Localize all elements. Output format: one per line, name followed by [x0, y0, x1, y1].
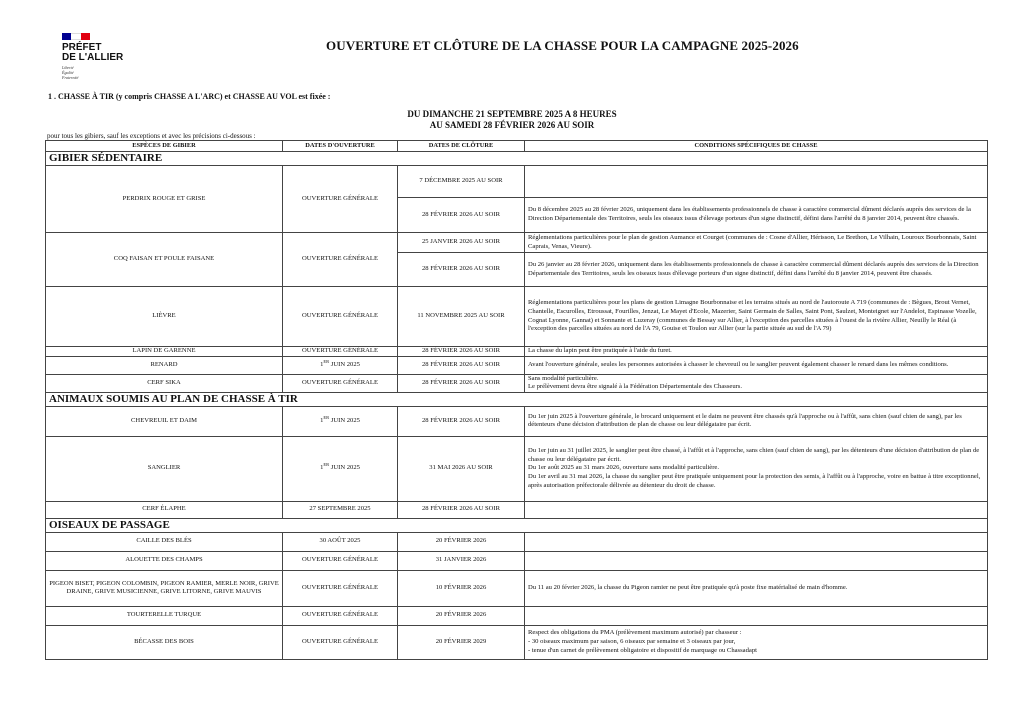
conditions-cell: Sans modalité particulière. Le prélèvement devra être signalé à la Fédération Départementale des Chasseurs. — [525, 374, 988, 392]
close-cell: 28 FÉVRIER 2026 AU SOIR — [398, 356, 525, 374]
conditions-cell: Réglementations particulières pour les plans de gestion Limagne Bourbonnaise et les terrains situés au nord de l'autoroute A 719 (communes de : Bègues, Brout Vernet, Chantelle, Escurolles, Etroussat, Fourilles, Jenzat, Le Mayet d'Ecole, Mazerier, Saint Germain de Salles, Saint Pont, Saulzet, Monteignet sur l'Andelot, Espinasse Vozelle, Cognat Lyonne, Gannat) et Sonnante et Luzeray (communes de Bessay sur Allier, à l'exception des parcelles situées à l'ouest de la rivière Allier, Neuilly le Réal (à l'exception des parcelles situées au nord de l'A 79, Gouise et Toulon sur Allier (sur la partie située au sud de l'A 79) — [525, 287, 988, 347]
conditions-cell: Du 26 janvier au 28 février 2026, uniquement dans les établissements professionnels de chasse à caractère commercial dûment déclarés auprès des services de la Direction Départementale des Territoires, seuls les oiseaux issus d'élevage porteurs d'un signe distinctif, défini dans l'arrêté du 8 janvier 2014, peuvent être chassés. — [525, 253, 988, 287]
header-close: DATES DE CLÔTURE — [398, 141, 525, 152]
table-row — [46, 347, 988, 357]
table-row — [46, 356, 988, 374]
header-species: ESPÈCES DE GIBIER — [46, 141, 283, 152]
open-day: 1 — [320, 360, 324, 368]
logo-devise — [62, 65, 132, 80]
table-row — [46, 166, 988, 198]
table-row — [46, 501, 988, 518]
species-cell: LIÈVRE — [46, 287, 283, 347]
open-cell: 30 AOÛT 2025 — [283, 532, 398, 551]
close-cell: 20 FÉVRIER 2026 — [398, 606, 525, 625]
close-cell: 28 FÉVRIER 2026 AU SOIR — [398, 198, 525, 233]
flag-icon — [62, 33, 90, 40]
close-cell: 10 FÉVRIER 2026 — [398, 570, 525, 606]
open-cell: OUVERTURE GÉNÉRALE — [283, 287, 398, 347]
open-sup: ER — [323, 414, 330, 420]
category-row — [46, 392, 988, 406]
open-cell: OUVERTURE GÉNÉRALE — [283, 606, 398, 625]
close-cell: 20 FÉVRIER 2029 — [398, 625, 525, 659]
table-row — [46, 606, 988, 625]
conditions-cell — [525, 551, 988, 570]
table-row — [46, 532, 988, 551]
species-cell: LAPIN DE GARENNE — [46, 347, 283, 357]
close-cell: 31 JANVIER 2026 — [398, 551, 525, 570]
open-sup: ER — [323, 462, 330, 468]
open-cell: OUVERTURE GÉNÉRALE — [283, 374, 398, 392]
conditions-cell: Du 8 décembre 2025 au 28 février 2026, uniquement dans les établissements professionnels de chasse à caractère commercial dûment déclarés auprès des services de la Direction Départementale des Territoires, seuls les oiseaux issus d'élevage porteurs d'un signe distinctif, défini dans l'arrêté du 8 janvier 2014, peuvent être chassés. — [525, 198, 988, 233]
close-cell: 28 FÉVRIER 2026 AU SOIR — [398, 374, 525, 392]
conditions-cell: La chasse du lapin peut être pratiquée à l'aide du furet. — [525, 347, 988, 357]
conditions-cell — [525, 606, 988, 625]
species-cell: ALOUETTE DES CHAMPS — [46, 551, 283, 570]
species-cell: CAILLE DES BLÉS — [46, 532, 283, 551]
conditions-cell — [525, 532, 988, 551]
open-day: 1 — [320, 416, 324, 424]
open-month: JUIN 2025 — [329, 464, 360, 472]
species-cell: COQ FAISAN ET POULE FAISANE — [46, 233, 283, 287]
species-cell: RENARD — [46, 356, 283, 374]
conditions-cell: Respect des obligations du PMA (prélèvement maximum autorisé) par chasseur : - 30 oiseaux maximum par saison, 6 oiseaux par semaine et 3 oiseaux par jour, - tenue d'un carnet de prélèvement obligatoire et dispositif de marquage ou Chassadapt — [525, 625, 988, 659]
section-heading: 1 . CHASSE À TIR (y compris CHASSE A L'ARC) et CHASSE AU VOL est fixée : — [48, 92, 331, 101]
table-row — [46, 625, 988, 659]
header-open: DATES D'OUVERTURE — [283, 141, 398, 152]
season-end: AU SAMEDI 28 FÉVRIER 2026 AU SOIR — [429, 120, 595, 130]
category-passage: OISEAUX DE PASSAGE — [46, 518, 988, 532]
open-cell: OUVERTURE GÉNÉRALE — [283, 166, 398, 233]
species-cell: PERDRIX ROUGE ET GRISE — [46, 166, 283, 233]
close-cell: 31 MAI 2026 AU SOIR — [398, 436, 525, 501]
species-cell: CERF ÉLAPHE — [46, 501, 283, 518]
open-cell — [283, 436, 398, 501]
exceptions-note: pour tous les gibiers, sauf les exceptions et avec les précisions ci-dessous : — [47, 132, 256, 140]
logo-line2: DE L'ALLIER — [62, 52, 124, 63]
header-conditions: CONDITIONS SPÉCIFIQUES DE CHASSE — [525, 141, 988, 152]
category-plan: ANIMAUX SOUMIS AU PLAN DE CHASSE À TIR — [46, 392, 988, 406]
close-cell: 28 FÉVRIER 2026 AU SOIR — [398, 406, 525, 436]
table-row — [46, 406, 988, 436]
devise-liberte: Liberté — [62, 65, 74, 70]
open-cell — [283, 356, 398, 374]
hunting-table — [45, 140, 988, 660]
open-cell: OUVERTURE GÉNÉRALE — [283, 551, 398, 570]
table-row — [46, 436, 988, 501]
table-row — [46, 551, 988, 570]
close-cell: 28 FÉVRIER 2026 AU SOIR — [398, 347, 525, 357]
conditions-cell — [525, 166, 988, 198]
conditions-cell: Avant l'ouverture générale, seules les personnes autorisées à chasser le chevreuil ou le sanglier peuvent également chasser le renard dans les mêmes conditions. — [525, 356, 988, 374]
close-cell: 28 FÉVRIER 2026 AU SOIR — [398, 253, 525, 287]
table-header-row — [46, 141, 988, 152]
close-cell: 11 NOVEMBRE 2025 AU SOIR — [398, 287, 525, 347]
close-cell: 28 FÉVRIER 2026 AU SOIR — [398, 501, 525, 518]
devise-fraternite: Fraternité — [62, 75, 79, 80]
table-row — [46, 374, 988, 392]
open-month: JUIN 2025 — [329, 416, 360, 424]
conditions-cell: Du 1er juin au 31 juillet 2025, le sanglier peut être chassé, à l'affût et à l'approche, sans chien (sauf chien de sang), par les détenteurs d'une décision d'attribution de plan de chasse ou leur délégataire par écrit. Du 1er août 2025 au 31 mars 2026, ouverture sans modalité particulière. Du 1er avril au 31 mai 2026, la chasse du sanglier peut être pratiquée uniquement pour la protection des semis, à l'affût ou à l'approche, voire en battue à titre exceptionnel, après autorisation préfectorale délivrée au détenteur du droit de chasse. — [525, 436, 988, 501]
table-row — [46, 233, 988, 253]
conditions-cell: Réglementations particulières pour le plan de gestion Aumance et Courget (communes de : Cosne d'Allier, Hérisson, Le Brethon, Le Vilhain, Louroux Bourbonnais, Saint Caprais, Venas, Vieure). — [525, 233, 988, 253]
open-cell: 27 SEPTEMBRE 2025 — [283, 501, 398, 518]
table-row — [46, 570, 988, 606]
category-row — [46, 518, 988, 532]
open-month: JUIN 2025 — [329, 360, 360, 368]
document-title: OUVERTURE ET CLÔTURE DE LA CHASSE POUR LA CAMPAGNE 2025-2026 — [326, 38, 799, 53]
open-cell: OUVERTURE GÉNÉRALE — [283, 625, 398, 659]
open-cell: OUVERTURE GÉNÉRALE — [283, 570, 398, 606]
open-cell — [283, 406, 398, 436]
open-sup: ER — [323, 358, 330, 364]
open-cell: OUVERTURE GÉNÉRALE — [283, 347, 398, 357]
open-cell: OUVERTURE GÉNÉRALE — [283, 233, 398, 287]
category-sedentary: GIBIER SÉDENTAIRE — [46, 152, 988, 166]
conditions-cell: Du 1er juin 2025 à l'ouverture générale, le brocard uniquement et le daim ne peuvent être chassés qu'à l'approche ou à l'affût, sans chien (sauf chien de sang), par les détenteurs d'une décision d'attribution de plan de chasse ou leur délégataire par écrit. — [525, 406, 988, 436]
species-cell: CERF SIKA — [46, 374, 283, 392]
close-cell: 25 JANVIER 2026 AU SOIR — [398, 233, 525, 253]
conditions-cell: Du 11 au 20 février 2026, la chasse du Pigeon ramier ne peut être pratiquée qu'à poste fixe matérialisé de main d'homme. — [525, 570, 988, 606]
close-cell: 20 FÉVRIER 2026 — [398, 532, 525, 551]
species-cell: CHEVREUIL ET DAIM — [46, 406, 283, 436]
species-cell: SANGLIER — [46, 436, 283, 501]
devise-egalite: Égalité — [62, 70, 74, 75]
open-day: 1 — [320, 464, 324, 472]
species-cell: PIGEON BISET, PIGEON COLOMBIN, PIGEON RAMIER, MERLE NOIR, GRIVE DRAINE, GRIVE MUSICIENNE, GRIVE LITORNE, GRIVE MAUVIS — [46, 570, 283, 606]
category-row — [46, 152, 988, 166]
logo-line1: PRÉFET — [62, 42, 102, 53]
species-cell: BÉCASSE DES BOIS — [46, 625, 283, 659]
prefecture-logo — [62, 33, 132, 80]
conditions-cell — [525, 501, 988, 518]
season-start: DU DIMANCHE 21 SEPTEMBRE 2025 A 8 HEURES — [407, 109, 617, 119]
species-cell: TOURTERELLE TURQUE — [46, 606, 283, 625]
table-row — [46, 287, 988, 347]
close-cell: 7 DÉCEMBRE 2025 AU SOIR — [398, 166, 525, 198]
